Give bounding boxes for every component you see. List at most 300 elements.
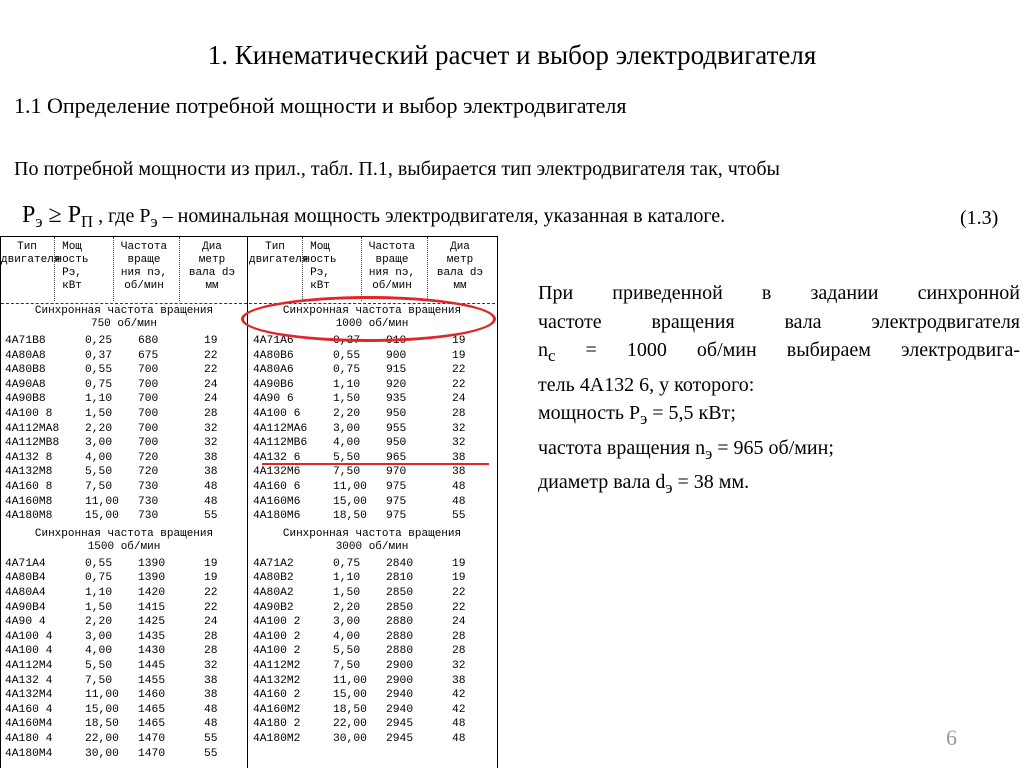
header-power-line: Мощ	[62, 241, 82, 253]
cell-type: 4А90А8	[5, 378, 46, 391]
cell-power: 0,55	[85, 364, 113, 377]
cell-type: 4А132М6	[253, 466, 301, 479]
cell-type: 4А132 6	[253, 451, 301, 464]
cell-speed: 950	[386, 408, 407, 420]
cell-power: 4,00	[333, 630, 361, 643]
table-row	[249, 424, 495, 439]
cell-diameter: 22	[204, 587, 218, 599]
cell-speed: 1460	[138, 689, 166, 702]
header-separator	[361, 237, 362, 301]
header-speed-line: об/мин	[124, 280, 164, 292]
header-speed	[363, 241, 421, 293]
cell-power: 15,00	[333, 689, 367, 702]
explanation-speed-label: частота вращения n	[538, 436, 706, 459]
table-row	[249, 661, 495, 676]
cell-speed: 1415	[138, 601, 166, 614]
cell-diameter: 38	[204, 466, 218, 479]
cell-power: 11,00	[333, 481, 367, 493]
header-diameter-line: Диа	[202, 241, 222, 253]
explanation-line-3-rest: = 1000 об/мин выбираем электродвига-	[555, 339, 1020, 361]
header-speed-line: ния nэ,	[120, 267, 168, 279]
cell-speed: 1470	[138, 747, 166, 760]
table-column-left	[1, 237, 248, 768]
cell-speed: 2810	[386, 572, 414, 585]
table-row	[249, 511, 495, 526]
cell-diameter: 22	[204, 349, 218, 362]
cell-type: 4А112МА6	[253, 422, 308, 435]
cell-diameter: 55	[204, 510, 218, 523]
cell-type: 4А80А4	[5, 587, 46, 599]
cell-speed: 935	[386, 393, 407, 406]
table-row	[249, 351, 495, 366]
header-diameter-line: мм	[205, 280, 219, 292]
cell-speed: 970	[386, 466, 407, 479]
cell-power: 0,37	[333, 335, 361, 347]
table-row	[1, 438, 247, 453]
cell-power: 1,10	[333, 378, 361, 391]
cell-type: 4А160 8	[5, 481, 53, 493]
header-type-line: Тип	[17, 241, 37, 253]
cell-speed: 1435	[138, 630, 166, 643]
cell-speed: 915	[386, 364, 407, 377]
cell-diameter: 24	[452, 616, 466, 629]
header-diameter	[431, 241, 489, 293]
table-row	[249, 705, 495, 720]
table-row	[249, 409, 495, 424]
table-row	[1, 617, 247, 632]
cell-speed: 965	[386, 451, 407, 464]
cell-power: 1,50	[333, 393, 361, 406]
explanation-speed-sub: э	[705, 443, 713, 463]
cell-diameter: 32	[204, 437, 218, 450]
header-power-line: ность	[55, 254, 89, 266]
cell-diameter: 48	[452, 718, 466, 731]
cell-type: 4А90В4	[5, 601, 46, 614]
cell-power: 0,55	[85, 557, 113, 570]
cell-speed: 680	[138, 335, 159, 347]
cell-diameter: 22	[452, 601, 466, 614]
table-row	[249, 588, 495, 603]
cell-type: 4А132 8	[5, 451, 53, 464]
explanation-diameter-label: диаметр вала d	[538, 471, 666, 493]
cell-speed: 700	[138, 408, 159, 420]
cell-type: 4А180 2	[253, 718, 301, 731]
cell-speed: 730	[138, 495, 159, 508]
table-row	[1, 380, 247, 395]
cell-diameter: 48	[204, 703, 218, 716]
cell-power: 15,00	[85, 703, 119, 716]
explanation-line-2: частоте вращения вала электродвигателя	[538, 310, 1020, 333]
cell-speed: 2945	[386, 733, 414, 745]
cell-power: 4,00	[333, 437, 361, 450]
cell-diameter: 55	[204, 733, 218, 745]
cell-speed: 2900	[386, 660, 414, 672]
cell-power: 7,50	[333, 466, 361, 479]
cell-power: 1,10	[85, 393, 113, 406]
table-row	[249, 632, 495, 647]
explanation-diameter-value: = 38 мм.	[672, 471, 750, 493]
header-power	[303, 241, 337, 293]
cell-diameter: 55	[204, 747, 218, 760]
cell-diameter: 24	[204, 393, 218, 406]
cell-type: 4А71В8	[5, 335, 46, 347]
cell-type: 4А80А2	[253, 587, 294, 599]
cell-speed: 2940	[386, 689, 414, 702]
header-speed-line: враще	[127, 254, 161, 266]
cell-speed: 700	[138, 422, 159, 435]
cell-power: 5,50	[85, 466, 113, 479]
cell-speed: 2900	[386, 674, 414, 687]
cell-power: 3,00	[85, 630, 113, 643]
cell-power: 0,37	[85, 349, 113, 362]
cell-type: 4А132М8	[5, 466, 53, 479]
table-row	[1, 588, 247, 603]
cell-diameter: 19	[204, 572, 218, 585]
cell-power: 11,00	[85, 689, 119, 702]
cell-type: 4А90 4	[5, 616, 46, 629]
explanation-line-4: тель 4А132 6, у которого:	[538, 373, 755, 396]
cell-diameter: 22	[204, 364, 218, 377]
explanation-speed-value: = 965 об/мин;	[712, 436, 834, 459]
header-diameter-line: вала dэ	[436, 267, 484, 279]
slide-title: 1. Кинематический расчет и выбор электродвигателя	[207, 40, 817, 70]
table-row	[249, 719, 495, 734]
table-row	[249, 603, 495, 618]
cell-power: 3,00	[333, 616, 361, 629]
explanation-power	[538, 399, 1020, 434]
cell-power: 7,50	[85, 674, 113, 687]
table-header	[1, 237, 247, 301]
cell-type: 4А80А6	[253, 364, 294, 377]
cell-type: 4А180М8	[5, 510, 53, 523]
section-speed: 1500 об/мин	[87, 540, 161, 553]
cell-diameter: 48	[452, 481, 466, 493]
cell-type: 4А80В2	[253, 572, 294, 585]
header-type-line: двигателя	[249, 254, 309, 266]
cell-speed: 720	[138, 466, 159, 479]
cell-speed: 920	[386, 378, 407, 391]
table-row	[249, 497, 495, 512]
cell-power: 1,10	[333, 572, 361, 585]
formula-separator: ,	[93, 205, 109, 227]
equation-number: (1.3)	[960, 207, 999, 229]
cell-type: 4А160М8	[5, 495, 53, 508]
cell-power: 0,75	[333, 364, 361, 377]
cell-type: 4А180М6	[253, 510, 301, 523]
cell-speed: 2945	[386, 718, 414, 731]
cell-speed: 1430	[138, 645, 166, 658]
table-row	[1, 424, 247, 439]
cell-type: 4А160 2	[253, 689, 301, 702]
cell-type: 4А100 4	[5, 630, 53, 643]
cell-diameter: 55	[452, 510, 466, 523]
cell-power: 22,00	[85, 733, 119, 745]
table-row	[249, 453, 495, 468]
cell-power: 30,00	[333, 733, 367, 745]
intro-paragraph: По потребной мощности из прил., табл. П.1, выбирается тип электродвигателя так, чтобы	[14, 158, 780, 180]
table-row	[249, 734, 495, 749]
formula-rhs: Р	[67, 202, 82, 228]
cell-type: 4А80А8	[5, 349, 46, 362]
cell-type: 4А180 4	[5, 733, 53, 745]
cell-speed: 2880	[386, 630, 414, 643]
cell-power: 5,50	[333, 451, 361, 464]
explanation-n-symbol: n	[538, 339, 548, 361]
cell-diameter: 32	[204, 660, 218, 672]
cell-speed: 730	[138, 510, 159, 523]
header-power-line: Мощ	[310, 241, 330, 253]
header-separator	[54, 237, 55, 301]
cell-power: 30,00	[85, 747, 119, 760]
formula-text-rest: – номинальная мощность электродвигателя, указанная в каталоге.	[157, 205, 726, 227]
cell-type: 4А80В4	[5, 572, 46, 585]
cell-diameter: 48	[204, 495, 218, 508]
section-title: Синхронная частота вращения	[282, 527, 462, 540]
cell-power: 0,75	[85, 378, 113, 391]
cell-type: 4А112МА8	[5, 422, 60, 435]
cell-diameter: 28	[452, 645, 466, 658]
cell-power: 15,00	[85, 510, 119, 523]
explanation-power-value: = 5,5 кВт;	[647, 402, 736, 424]
table-row	[249, 438, 495, 453]
table-row	[1, 719, 247, 734]
cell-type: 4А90В8	[5, 393, 46, 406]
explanation-diameter-sub: э	[665, 478, 673, 497]
table-row	[1, 690, 247, 705]
cell-speed: 955	[386, 422, 407, 435]
cell-speed: 2840	[386, 557, 414, 570]
table-row	[249, 646, 495, 661]
table-row	[249, 380, 495, 395]
cell-diameter: 24	[204, 378, 218, 391]
page-number: 6	[946, 725, 957, 750]
cell-diameter: 38	[452, 451, 466, 464]
header-separator	[179, 237, 180, 301]
formula-rhs-sub: П	[81, 212, 94, 231]
formula-lhs-sub: э	[35, 212, 43, 231]
cell-diameter: 38	[204, 674, 218, 687]
cell-diameter: 19	[204, 335, 218, 347]
header-type	[249, 241, 309, 267]
cell-diameter: 19	[204, 557, 218, 570]
cell-type: 4А80В8	[5, 364, 46, 377]
cell-diameter: 22	[204, 601, 218, 614]
header-diameter-line: метр	[446, 254, 474, 266]
cell-type: 4А132М4	[5, 689, 53, 702]
section-speed: 750 об/мин	[90, 318, 157, 330]
cell-type: 4А112МВ6	[253, 437, 308, 450]
table-row	[1, 467, 247, 482]
cell-speed: 700	[138, 378, 159, 391]
cell-power: 1,10	[85, 587, 113, 599]
cell-power: 2,20	[333, 601, 361, 614]
cell-diameter: 48	[204, 481, 218, 493]
section-title: Синхронная частота вращения	[282, 305, 462, 317]
formula-operator: ≥	[42, 202, 68, 228]
cell-type: 4А90В6	[253, 378, 294, 391]
cell-speed: 975	[386, 481, 407, 493]
cell-type: 4А90В2	[253, 601, 294, 614]
cell-speed: 730	[138, 481, 159, 493]
header-power-line: кВт	[310, 280, 330, 292]
cell-type: 4А160М6	[253, 495, 301, 508]
table-row	[1, 559, 247, 574]
table-row	[249, 467, 495, 482]
header-speed	[115, 241, 173, 293]
cell-speed: 975	[386, 495, 407, 508]
cell-power: 4,00	[85, 645, 113, 658]
section-title: Синхронная частота вращения	[34, 527, 214, 540]
formula-lhs: Р	[22, 202, 36, 228]
cell-speed: 950	[386, 437, 407, 450]
cell-speed: 1465	[138, 703, 166, 716]
table-row	[1, 394, 247, 409]
cell-speed: 1445	[138, 660, 166, 672]
selection-explanation	[538, 279, 1020, 503]
cell-diameter: 22	[452, 378, 466, 391]
highlight-underline	[262, 463, 489, 465]
header-separator	[113, 237, 114, 301]
section-subtitle: 1.1 Определение потребной мощности и выбор электродвигателя	[14, 93, 627, 118]
explanation-line-3	[538, 336, 1020, 371]
cell-power: 5,50	[85, 660, 113, 672]
header-speed-line: ния nэ,	[368, 267, 416, 279]
cell-diameter: 19	[452, 349, 466, 362]
cell-type: 4А112М2	[253, 660, 301, 672]
header-power-line: кВт	[62, 280, 82, 292]
table-row	[249, 690, 495, 705]
header-speed-line: Частота	[120, 241, 168, 253]
cell-speed: 900	[386, 349, 407, 362]
cell-power: 18,50	[85, 718, 119, 731]
table-row	[1, 749, 247, 764]
cell-type: 4А132М2	[253, 674, 301, 687]
cell-type: 4А160 6	[253, 481, 301, 493]
section-speed: 1000 об/мин	[335, 318, 409, 330]
cell-power: 5,50	[333, 645, 361, 658]
cell-power: 18,50	[333, 510, 367, 523]
cell-speed: 2880	[386, 616, 414, 629]
table-row	[1, 482, 247, 497]
cell-speed: 975	[386, 510, 407, 523]
cell-diameter: 38	[452, 466, 466, 479]
cell-power: 1,50	[85, 601, 113, 614]
cell-power: 11,00	[333, 674, 367, 687]
cell-speed: 1455	[138, 674, 166, 687]
cell-power: 2,20	[85, 616, 113, 629]
cell-speed: 700	[138, 437, 159, 450]
cell-type: 4А112МВ8	[5, 437, 60, 450]
cell-type: 4А180М2	[253, 733, 301, 745]
cell-speed: 2880	[386, 645, 414, 658]
table-row	[249, 573, 495, 588]
cell-type: 4А132 4	[5, 674, 53, 687]
table-row	[1, 497, 247, 512]
cell-power: 0,55	[333, 349, 361, 362]
cell-power: 7,50	[85, 481, 113, 493]
header-diameter-line: вала dэ	[188, 267, 236, 279]
cell-power: 4,00	[85, 451, 113, 464]
header-diameter-line: Диа	[450, 241, 470, 253]
header-diameter-line: метр	[198, 254, 226, 266]
header-speed-line: враще	[375, 254, 409, 266]
table-row	[1, 705, 247, 720]
header-type-line: Тип	[265, 241, 285, 253]
explanation-power-sub: э	[640, 409, 648, 428]
explanation-n-sub: c	[548, 346, 556, 365]
cell-speed: 700	[138, 364, 159, 377]
cell-diameter: 48	[452, 495, 466, 508]
cell-type: 4А90 6	[253, 393, 294, 406]
cell-type: 4А71А4	[5, 557, 46, 570]
cell-type: 4А71А2	[253, 557, 294, 570]
cell-speed: 1425	[138, 616, 166, 629]
cell-diameter: 19	[452, 557, 466, 570]
cell-power: 11,00	[85, 495, 119, 508]
header-separator	[302, 237, 303, 301]
table-row	[1, 734, 247, 749]
table-row	[1, 365, 247, 380]
cell-diameter: 28	[204, 630, 218, 643]
cell-diameter: 22	[452, 364, 466, 377]
cell-diameter: 32	[204, 422, 218, 435]
cell-power: 3,00	[333, 422, 361, 435]
cell-power: 7,50	[333, 660, 361, 672]
cell-type: 4А112М4	[5, 660, 53, 672]
table-row	[1, 676, 247, 691]
table-row	[1, 453, 247, 468]
cell-speed: 675	[138, 349, 159, 362]
highlight-ellipse	[241, 296, 496, 342]
table-row	[1, 336, 247, 351]
explanation-diameter	[538, 468, 1020, 503]
table-row	[1, 511, 247, 526]
cell-type: 4А160 4	[5, 703, 53, 716]
header-power-line: Рэ,	[62, 267, 82, 279]
header-separator	[427, 237, 428, 301]
header-divider	[1, 303, 247, 304]
section-title: Синхронная частота вращения	[34, 305, 214, 317]
formula-text-sub: э	[150, 212, 158, 231]
cell-type: 4А180М4	[5, 747, 53, 760]
cell-speed: 2940	[386, 703, 414, 716]
cell-diameter: 22	[452, 587, 466, 599]
explanation-power-label: мощность Р	[538, 402, 641, 424]
cell-type: 4А100 8	[5, 408, 53, 420]
cell-diameter: 48	[452, 733, 466, 745]
cell-diameter: 48	[204, 718, 218, 731]
header-power-line: Рэ,	[310, 267, 330, 279]
table-row	[249, 617, 495, 632]
table-header	[249, 237, 495, 301]
cell-power: 15,00	[333, 495, 367, 508]
cell-diameter: 19	[452, 335, 466, 347]
cell-speed: 1420	[138, 587, 166, 599]
cell-diameter: 28	[452, 408, 466, 420]
table-row	[1, 661, 247, 676]
cell-power: 1,50	[333, 587, 361, 599]
cell-speed: 2850	[386, 601, 414, 614]
cell-type: 4А80В6	[253, 349, 294, 362]
cell-type: 4А100 4	[5, 645, 53, 658]
cell-power: 2,20	[333, 408, 361, 420]
cell-type: 4А160М2	[253, 703, 301, 716]
table-row	[1, 351, 247, 366]
table-row	[249, 482, 495, 497]
cell-type: 4А100 2	[253, 645, 301, 658]
cell-power: 3,00	[85, 437, 113, 450]
cell-power: 0,25	[85, 335, 113, 347]
